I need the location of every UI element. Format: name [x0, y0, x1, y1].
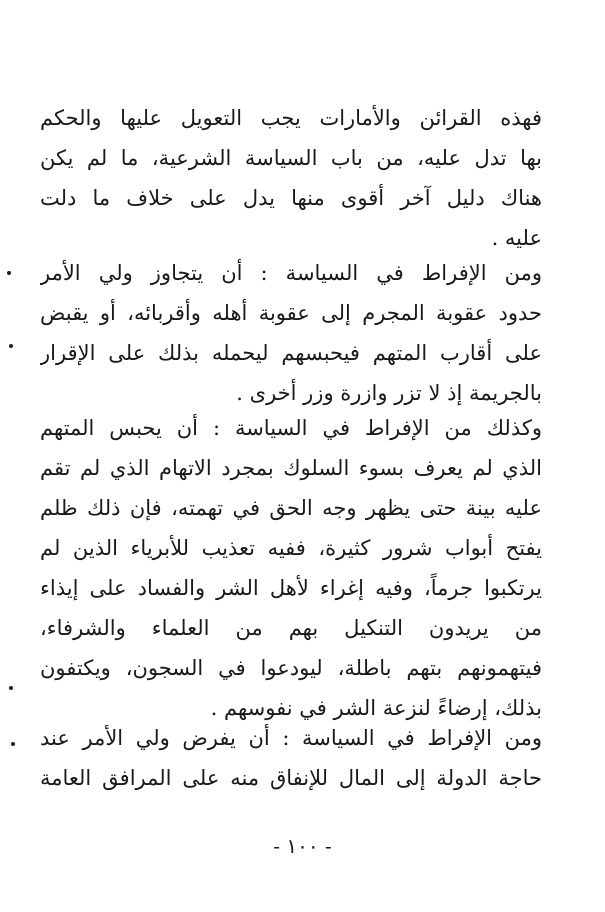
text-line: وكذلك من الإفراط في السياسة : أن يحبس المتهم — [40, 416, 542, 440]
text-line: بها تدل عليه، من باب السياسة الشرعية، ما لم يكن — [40, 146, 542, 170]
margin-dot — [11, 742, 15, 746]
text-line: هناك دليل آخر أقوى منها يدل على خلاف ما دلت — [40, 186, 542, 210]
text-line: حاجة الدولة إلى المال للإنفاق منه على المرافق العامة — [40, 766, 542, 790]
text-line: الذي لم يعرف بسوء السلوك بمجرد الاتهام الذي لم تقم — [40, 456, 542, 480]
text-line: بالجريمة إذ لا تزر وازرة وزر أخرى . — [236, 381, 542, 405]
text-line: ومن الإفراط في السياسة : أن يتجاوز ولي الأمر — [40, 261, 542, 285]
margin-dot — [9, 344, 13, 348]
text-line: يفتح أبواب شرور كثيرة، ففيه تعذيب للأبرياء الذين لم — [40, 536, 542, 560]
page-number: - ١٠٠ - — [273, 834, 332, 858]
text-line: يرتكبوا جرماً، وفيه إغراء لأهل الشر والفساد على إيذاء — [40, 576, 542, 600]
text-line: فيتهمونهم بتهم باطلة، ليودعوا في السجون، ويكتفون — [40, 656, 542, 680]
paragraph-1 — [40, 98, 542, 258]
text-line: حدود عقوبة المجرم إلى عقوبة أهله وأقربائه، أو يقبض — [40, 301, 542, 325]
text-line: فهذه القرائن والأمارات يجب التعويل عليها والحكم — [40, 106, 542, 130]
paragraph-3 — [40, 408, 542, 728]
margin-dot — [9, 686, 13, 690]
paragraph-2 — [40, 253, 542, 413]
text-line: من يريدون التنكيل بهم من العلماء والشرفاء، — [40, 616, 542, 640]
text-line: بذلك، إرضاءً لنزعة الشر في نفوسهم . — [210, 696, 542, 720]
paragraph-4 — [40, 718, 542, 798]
text-line: على أقارب المتهم فيحبسهم ليحمله بذلك على الإقرار — [40, 341, 542, 365]
text-line: عليه بينة حتى يظهر وجه الحق في تهمته، فإن ذلك ظلم — [40, 496, 542, 520]
text-line: ومن الإفراط في السياسة : أن يفرض ولي الأمر عند — [40, 726, 542, 750]
text-line: عليه . — [491, 226, 542, 250]
margin-dot — [7, 271, 11, 275]
